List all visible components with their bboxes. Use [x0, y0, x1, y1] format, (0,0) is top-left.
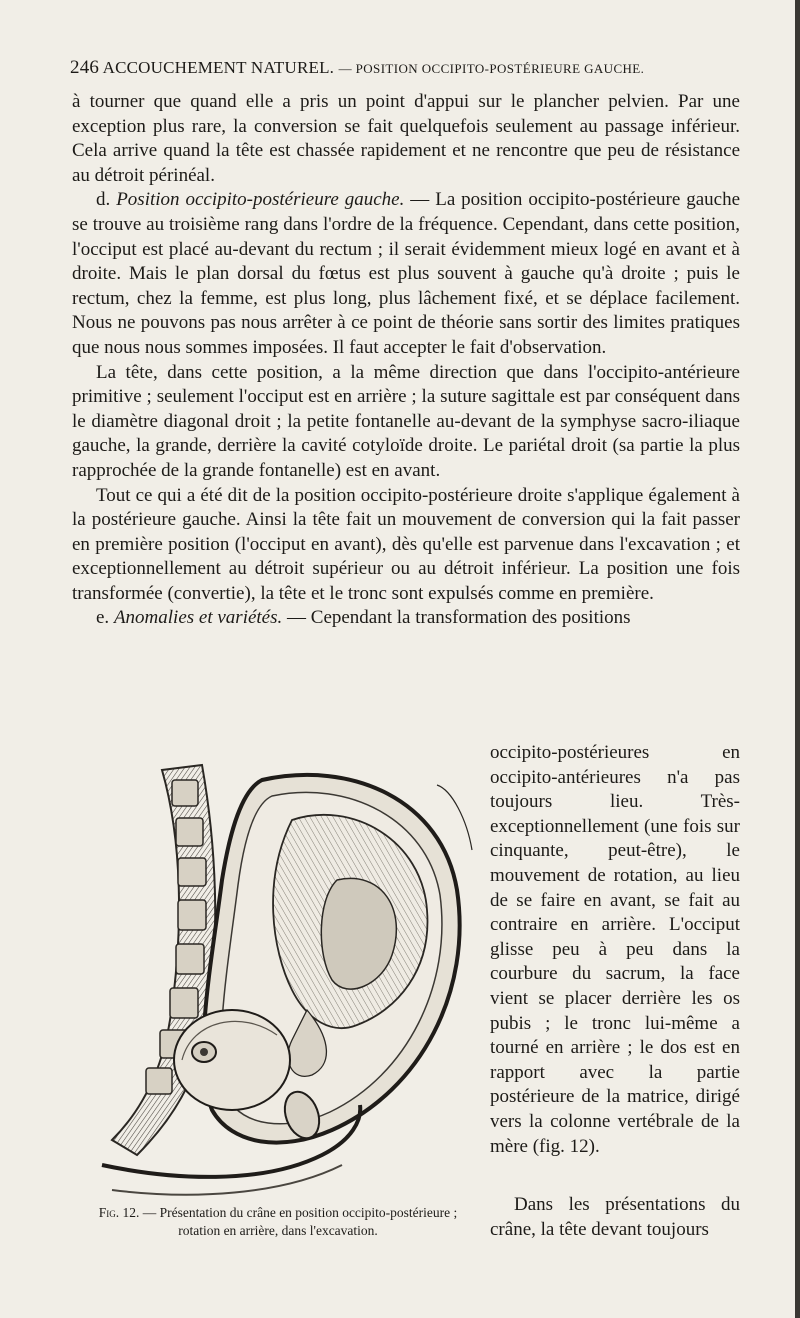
paragraph-conversion: Tout ce qui a été dit de la position occipito-postérieure droite s'applique également à la postérieure gauche. Ainsi la tête fait un mouvement de conversion qui la fait passer en première position (l'occiput en avant), dès qu'elle est parvenue dans l'excavation ; et exceptionnellement au détroit supérieur ou au détroit inférieur. La position une fois transformée (convertie), la tête et le tronc sont expulsés comme en première.	[72, 484, 740, 604]
section-e-tail: Dans les présentations du crâne, la tête devant toujours	[490, 1194, 740, 1240]
anatomical-engraving	[92, 760, 482, 1200]
running-header	[70, 57, 710, 79]
paragraph-section-e-lead	[72, 606, 740, 631]
section-e-text: occipito-postérieures en occipito-antérieures n'a pas toujours lieu. Très-exceptionnellement (une fois sur cinquante, peut-être), le mouvement de rotation, au lieu de se faire en avant, se fait au contraire en arrière. L'occiput glisse peu à peu dans la courbure du sacrum, la face vient se placer derrière les os pubis ; le tronc lui-même a tourné en arrière ; le dos est en rapport avec la partie postérieure de la matrice, dirigé vers la colonne vertébrale de la mère (fig. 12).	[490, 742, 740, 1157]
tail-column	[490, 1193, 740, 1242]
section-d-text: La position occipito-postérieure gauche se trouve au troisième rang dans l'ordre de la fréquence. Cependant, dans cette position, l'occiput est placé au-devant du rectum ; il serait évidemment mieux logé en avant et à droite. Mais le plan dorsal du fœtus est plus souvent à gauche qu'à droite ; puis le rectum, chez la femme, est plus long, plus lâchement fixé, et se déplace facilement. Nous ne pouvons pas nous arrêter à ce point de théorie sans sortir des limites pratiques que nous nous sommes imposées. Il faut accepter le fait d'observation.	[72, 189, 740, 358]
figure-12-illustration	[92, 760, 482, 1200]
header-subtitle: — POSITION OCCIPITO-POSTÉRIEURE GAUCHE.	[338, 61, 645, 76]
paragraph-section-d: d. Position occipito-postérieure gauche. — La position occipito-postérieure gauche se trouve au troisième rang dans l'ordre de la fréquence. Cependant, dans cette position, l'occiput est placé au-devant du rectum ; il serait évidemment mieux logé en avant et à droite. Mais le plan dorsal du fœtus est plus souvent à gauche qu'à droite ; puis le rectum, chez la femme, est plus long, plus lâchement fixé, et se déplace facilement. Nous ne pouvons pas nous arrêter à ce point de théorie sans sortir des limites pratiques que nous nous sommes imposées. Il faut accepter le fait d'observation.	[72, 189, 740, 358]
section-e-lead: — Cependant la transformation des positions	[287, 607, 631, 629]
page-edge	[795, 0, 800, 1318]
section-e-heading: Anomalies et variétés.	[113, 607, 283, 629]
section-e-marker: e.	[96, 607, 110, 629]
main-text	[72, 90, 740, 631]
figure-caption-text: — Présentation du crâne en position occipito-postérieure ; rotation en arrière, dans l'excavation.	[142, 1205, 458, 1238]
figure-label: Fig. 12.	[98, 1205, 140, 1220]
page-number: 246	[70, 57, 100, 78]
header-title: ACCOUCHEMENT NATUREL.	[102, 58, 335, 77]
paragraph-head-direction: La tête, dans cette position, a la même direction que dans l'occipito-antérieure primitive ; seulement l'occiput est en arrière ; la suture sagittale est par conséquent dans le diamètre diagonal droit ; la petite fontanelle au-devant de la symphyse sacro-iliaque gauche, la grande, derrière la cavité cotyloïde droite. Le pariétal droit (sa partie la plus rapprochée de la grande fontanelle) est en avant.	[72, 361, 740, 481]
wrapped-column	[490, 741, 740, 1159]
section-d-heading: Position occipito-postérieure gauche.	[116, 189, 405, 211]
section-d-marker: d.	[96, 189, 111, 211]
paragraph-continuation: à tourner que quand elle a pris un point d'appui sur le plancher pelvien. Par une exception plus rare, la conversion se fait quelquefois seulement au passage inférieur. Cela arrive quand la tête est chassée rapidement et ne rencontre que peu de résistance au détroit périnéal.	[72, 91, 740, 186]
figure-caption	[78, 1204, 478, 1240]
